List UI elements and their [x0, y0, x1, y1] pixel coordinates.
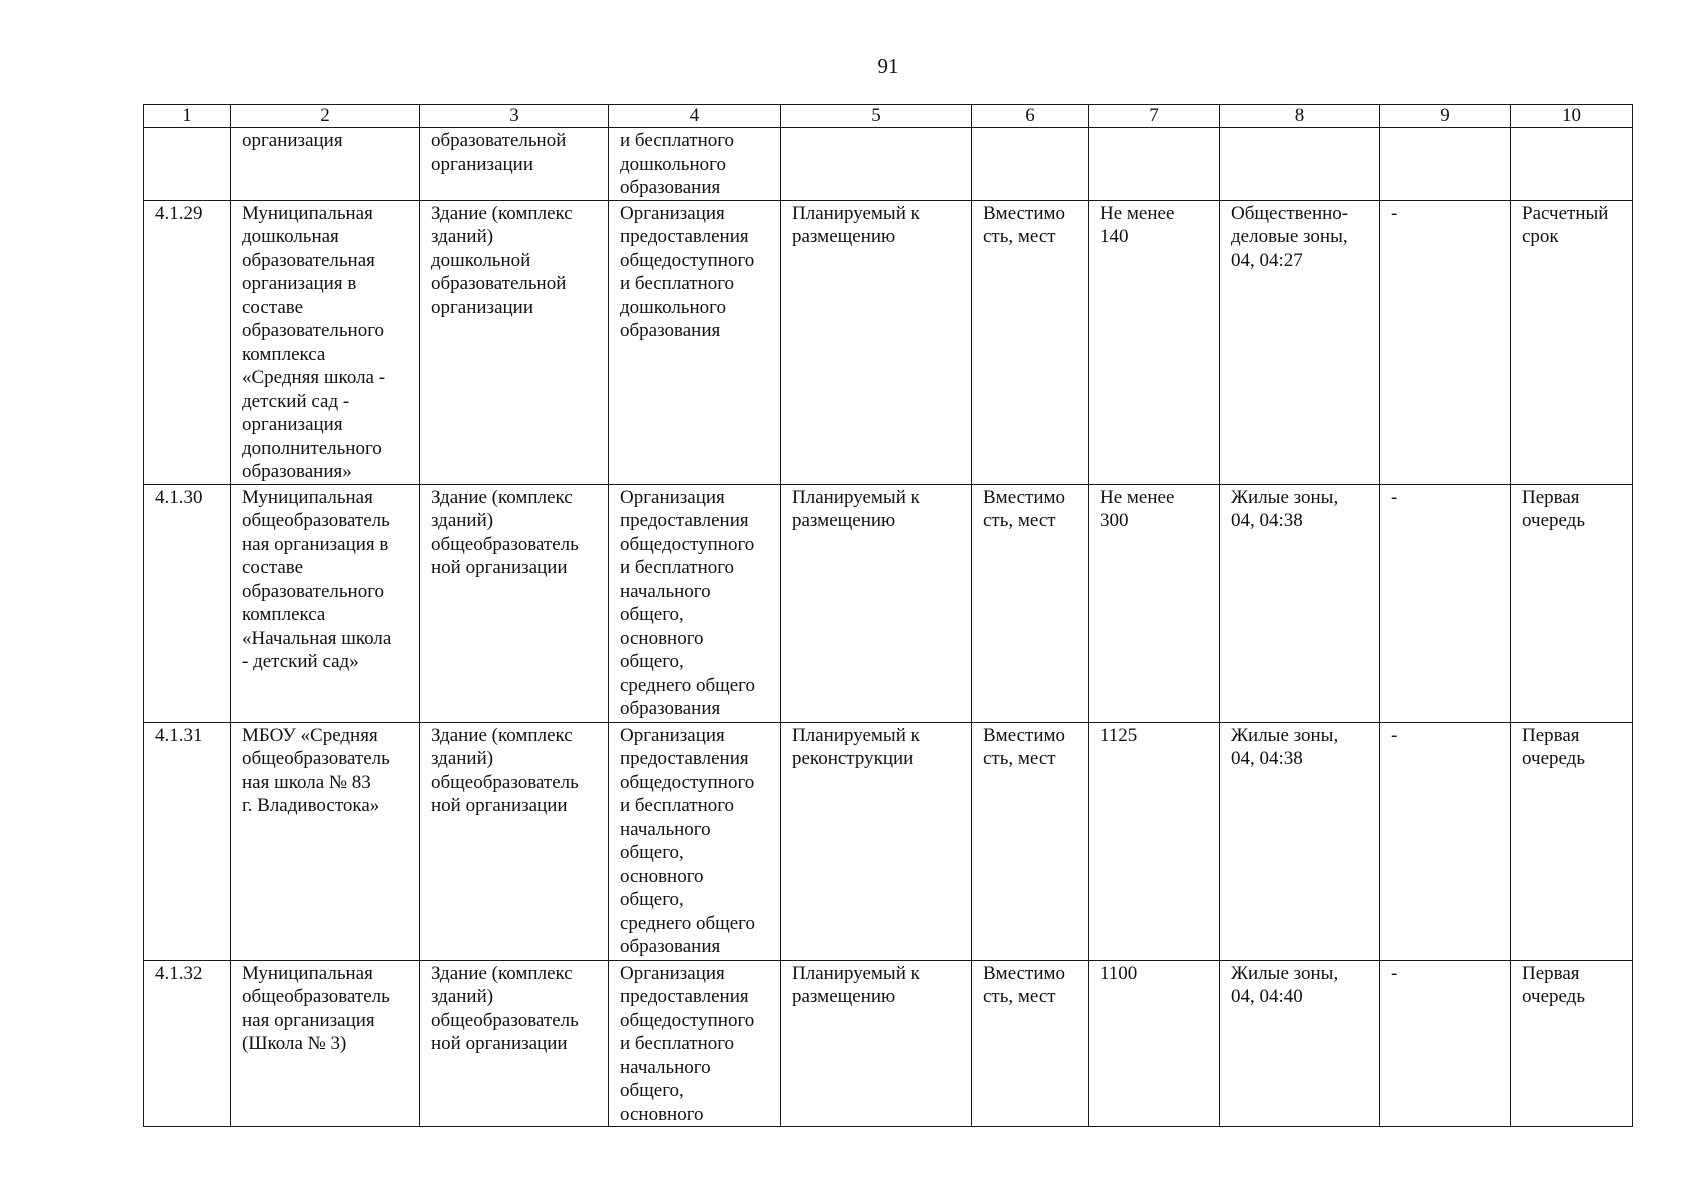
- object-name: Муниципальная общеобразователь ная организация (Школа № 3): [231, 960, 420, 1127]
- header-cell-6: 6: [972, 105, 1089, 128]
- header-cell-2: 2: [231, 105, 420, 128]
- object-characteristic: Вместимо сть, мест: [972, 960, 1089, 1127]
- object-zone: Жилые зоны, 04, 04:38: [1220, 722, 1380, 960]
- cont-cell-purpose: и бесплатного дошкольного образования: [609, 128, 781, 201]
- cont-cell-name: организация: [231, 128, 420, 201]
- object-characteristic: Вместимо сть, мест: [972, 484, 1089, 722]
- header-cell-8: 8: [1220, 105, 1380, 128]
- object-name: МБОУ «Средняя общеобразователь ная школа № 83 г. Владивостока»: [231, 722, 420, 960]
- header-cell-5: 5: [781, 105, 972, 128]
- object-value: 1100: [1089, 960, 1220, 1127]
- header-cell-9: 9: [1380, 105, 1511, 128]
- row-number: 4.1.29: [144, 200, 231, 484]
- header-cell-1: 1: [144, 105, 231, 128]
- cont-cell-type: образовательной организации: [420, 128, 609, 201]
- table-row: [144, 200, 1633, 484]
- cont-cell-term: [1511, 128, 1633, 201]
- header-cell-10: 10: [1511, 105, 1633, 128]
- cont-cell-value: [1089, 128, 1220, 201]
- cont-cell-zone: [1220, 128, 1380, 201]
- object-col9: -: [1380, 200, 1511, 484]
- table-row: [144, 484, 1633, 722]
- object-status: Планируемый к реконструкции: [781, 722, 972, 960]
- object-name: Муниципальная дошкольная образовательная организация в составе образовательного комплекса «Средняя школа - детский сад - организация дополнительного образования»: [231, 200, 420, 484]
- object-type: Здание (комплекс зданий) дошкольной образовательной организации: [420, 200, 609, 484]
- object-zone: Жилые зоны, 04, 04:38: [1220, 484, 1380, 722]
- object-status: Планируемый к размещению: [781, 484, 972, 722]
- row-number: 4.1.31: [144, 722, 231, 960]
- cont-cell-status: [781, 128, 972, 201]
- object-zone: Общественно- деловые зоны, 04, 04:27: [1220, 200, 1380, 484]
- header-cell-7: 7: [1089, 105, 1220, 128]
- object-purpose: Организация предоставления общедоступного и бесплатного дошкольного образования: [609, 200, 781, 484]
- object-characteristic: Вместимо сть, мест: [972, 200, 1089, 484]
- header-cell-4: 4: [609, 105, 781, 128]
- continuation-row: [144, 128, 1633, 201]
- object-type: Здание (комплекс зданий) общеобразователь ной организации: [420, 484, 609, 722]
- object-col9: -: [1380, 960, 1511, 1127]
- object-term: Первая очередь: [1511, 484, 1633, 722]
- cont-cell-col9: [1380, 128, 1511, 201]
- object-zone: Жилые зоны, 04, 04:40: [1220, 960, 1380, 1127]
- object-name: Муниципальная общеобразователь ная организация в составе образовательного комплекса «Начальная школа - детский сад»: [231, 484, 420, 722]
- row-number: 4.1.32: [144, 960, 231, 1127]
- object-value: Не менее 140: [1089, 200, 1220, 484]
- object-value: 1125: [1089, 722, 1220, 960]
- object-term: Первая очередь: [1511, 960, 1633, 1127]
- object-purpose: Организация предоставления общедоступного и бесплатного начального общего, основного: [609, 960, 781, 1127]
- objects-table: [143, 104, 1633, 1127]
- header-cell-3: 3: [420, 105, 609, 128]
- object-type: Здание (комплекс зданий) общеобразователь ной организации: [420, 722, 609, 960]
- page-number: 91: [877, 54, 899, 78]
- table-header-row: [144, 105, 1633, 128]
- object-status: Планируемый к размещению: [781, 960, 972, 1127]
- table-row: [144, 960, 1633, 1127]
- object-status: Планируемый к размещению: [781, 200, 972, 484]
- object-purpose: Организация предоставления общедоступного и бесплатного начального общего, основного общего, среднего общего образования: [609, 722, 781, 960]
- object-value: Не менее 300: [1089, 484, 1220, 722]
- object-purpose: Организация предоставления общедоступного и бесплатного начального общего, основного общего, среднего общего образования: [609, 484, 781, 722]
- table-row: [144, 722, 1633, 960]
- cont-cell-num: [144, 128, 231, 201]
- object-characteristic: Вместимо сть, мест: [972, 722, 1089, 960]
- object-term: Первая очередь: [1511, 722, 1633, 960]
- cont-cell-characteristic: [972, 128, 1089, 201]
- object-type: Здание (комплекс зданий) общеобразователь ной организации: [420, 960, 609, 1127]
- row-number: 4.1.30: [144, 484, 231, 722]
- object-col9: -: [1380, 722, 1511, 960]
- object-term: Расчетный срок: [1511, 200, 1633, 484]
- object-col9: -: [1380, 484, 1511, 722]
